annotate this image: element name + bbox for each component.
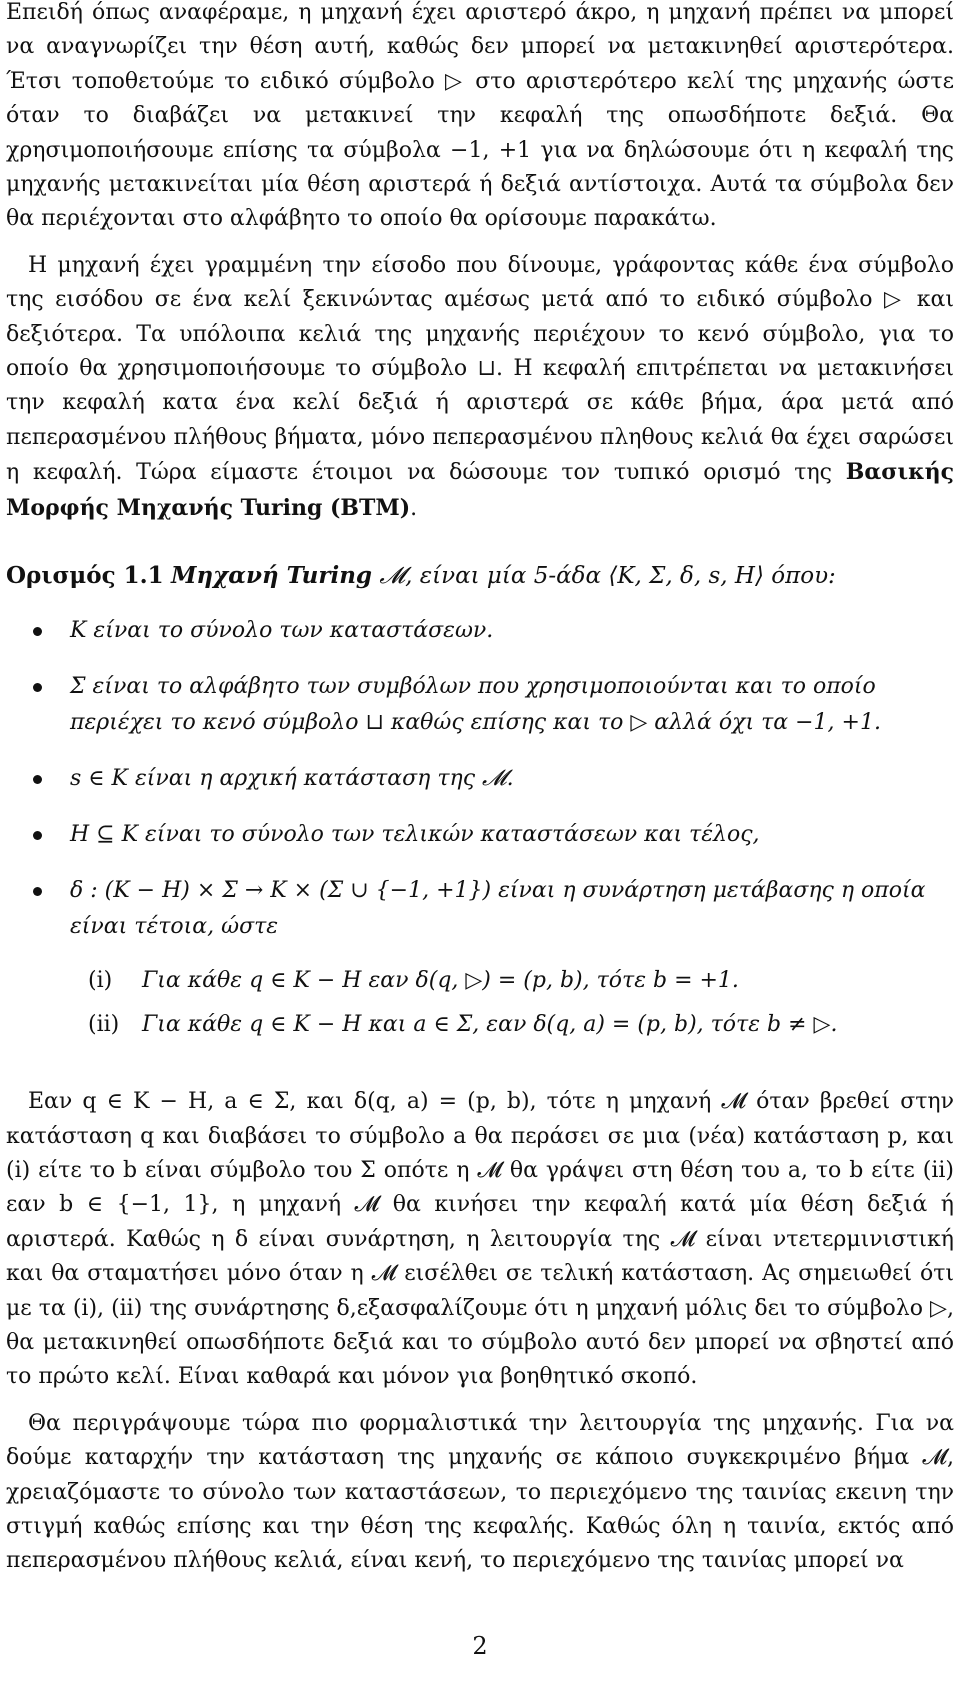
page-number: 2 (472, 1632, 488, 1660)
definition-label: Ορισμός 1.1 (6, 562, 164, 590)
definition-item (6, 669, 954, 741)
condition-text: Για κάθε q ∈ K − H εαν δ(q, ▷) = (p, b), τότε b = +1. (142, 968, 739, 994)
paragraph-formal-description: Θα περιγράψουμε τώρα πιο φορμαλιστικά την λειτουργία της μηχανής. Για να δούμε καταρχήν την κατάσταση της μηχανής σε κάποιο συγκεκριμένο βήμα 𝓜, χρειαζόμαστε το σύνολο των καταστάσεων, το περιεχόμενο της ταινίας εκεινη την στιγμή καθώς επίσης και την θέση της κεφαλής. Καθώς όλη η ταινία, εκτός από πεπερασμένου πλήθους κελιά, είναι κενή, το περιεχόμενο της ταινίας μπορεί να (6, 1410, 954, 1574)
condition-ii (6, 1007, 954, 1043)
sentence-end: . (410, 495, 418, 521)
definition-item-text: δ : (K − H) × Σ → K × (Σ ∪ {−1, +1}) είναι η συνάρτηση μετάβασης η οποία είναι τέτοια, ώστε (70, 878, 926, 940)
condition-number: (ii) (88, 1012, 120, 1038)
bullet-icon (33, 683, 42, 692)
paragraph-machine-operation: Εαν q ∈ K − H, a ∈ Σ, και δ(q, a) = (p, b), τότε η μηχανή 𝓜 όταν βρεθεί στην κατάσταση q και διαβάσει το σύμβολο a θα περάσει σε μια (νέα) κατάσταση p, και (i) είτε το b είναι σύμβολο του Σ οπότε η 𝓜 θα γράψει στη θέση του a, το b είτε (ii) εαν b ∈ {−1, 1}, η μηχανή 𝓜 θα κινήσει την κεφαλή κατά μία θέση δεξιά ή αριστερά. Καθώς η δ είναι συνάρτηση, η λειτουργία της 𝓜 είναι ντετερμινιστική και θα σταματήσει μόνο όταν η 𝓜 εισέλθει σε τελική κατάσταση. Ας σημειωθεί ότι με τα (i), (ii) της συνάρτησης δ,εξασφαλίζουμε ότι η μηχανή μόλις δει το σύμβολο ▷, θα μετακινηθεί οπωσδήποτε δεξιά και το σύμβολο αυτό δεν μπορεί να σβηστεί από το πρώτο κελί. Είναι καθαρά και μόνον για βοηθητικό σκοπό. (6, 1089, 954, 1390)
definition-item (6, 817, 954, 853)
condition-i (6, 963, 954, 999)
definition-item (6, 761, 954, 797)
bullet-icon (33, 887, 42, 896)
paragraph-left-end-marker: Επειδή όπως αναφέραμε, η μηχανή έχει αριστερό άκρο, η μηχανή πρέπει να μπορεί να αναγνωρίζει την θέση αυτή, καθώς δεν μπορεί να μετακινηθεί αριστερότερα. Έτσι τοποθετούμε το ειδικό σύμβολο ▷ στο αριστερότερο κελί της μηχανής ώστε όταν το διαβάζει να μετακινεί την κεφαλή της οπωσδήποτε δεξιά. Θα χρησιμοποιήσουμε επίσης τα σύμβολα −1, +1 για να δηλώσουμε ότι η κεφαλή της μηχανής μετακινείται μία θέση αριστερά ή δεξιά αντίστοιχα. Αυτά τα σύμβολα δεν θα περιέχονται στο αλφάβητο το οποίο θα ορίσουμε παρακάτω. (6, 0, 954, 232)
definition-item-text: H ⊆ K είναι το σύνολο των τελικών καταστάσεων και τέλος, (70, 822, 760, 848)
definition-heading (6, 559, 954, 593)
btm-term: Βασικής Μορφής Μηχανής Turing (BTM) (6, 459, 954, 521)
bullet-icon (33, 831, 42, 840)
paragraph-machine-input-text: Η μηχανή έχει γραμμένη την είσοδο που δίνουμε, γράφοντας κάθε ένα σύμβολο της εισόδου σε ένα κελί ξεκινώντας αμέσως μετά από το ειδικό σύμβολο ▷ και δεξιότερα. Τα υπόλοιπα κελιά της μηχανής περιέχουν το κενό σύμβολο, για το οποίο θα χρησιμοποιήσουμε το σύμβολο ⊔. Η κεφαλή επιτρέπεται να μετακινήσει την κεφαλή κατα ένα κελί δεξιά ή αριστερά σε κάθε βήμα, άρα μετά από πεπερασμένου πλήθους βήματα, μόνο πεπερασμένου πληθους κελιά θα έχει σαρώσει η κεφαλή. Τώρα είμαστε έτοιμοι να δώσουμε τον τυπικό ορισμό της (6, 252, 954, 486)
paragraph-machine-input (6, 249, 954, 526)
definition-item (6, 873, 954, 945)
bullet-icon (33, 627, 42, 636)
definition-item-text: K είναι το σύνολο των καταστάσεων. (70, 618, 494, 644)
definition-term: Μηχανή Turing (170, 562, 373, 590)
definition-item (6, 613, 954, 649)
document-page (6, 0, 954, 1579)
condition-number: (i) (88, 968, 113, 994)
definition-list (6, 613, 954, 945)
bullet-icon (33, 775, 42, 784)
definition-rest: 𝓜, είναι μία 5-άδα ⟨K, Σ, δ, s, H⟩ όπου: (379, 563, 836, 590)
definition-item-text: s ∈ K είναι η αρχική κατάσταση της 𝓜. (70, 766, 514, 792)
condition-text: Για κάθε q ∈ K − H και a ∈ Σ, εαν δ(q, a) = (p, b), τότε b ≠ ▷. (142, 1012, 838, 1038)
definition-item-text: Σ είναι το αλφάβητο των συμβόλων που χρησιμοποιούνται και το οποίο περιέχει το κενό σύμβολο ⊔ καθώς επίσης και το ▷ αλλά όχι τα −1, +1. (70, 674, 881, 736)
